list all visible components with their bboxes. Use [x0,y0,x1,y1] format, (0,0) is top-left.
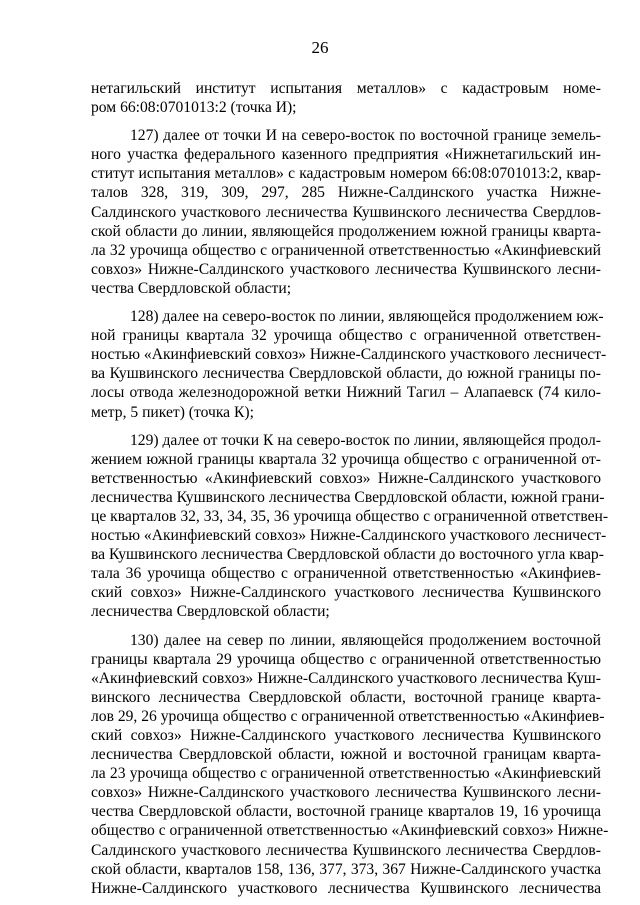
text-line: ностью «Акинфиевский совхоз» Нижне-Салдинского участкового лесничест- [91,527,607,545]
text-line: ский совхоз» Нижне-Салдинского участкового лесничества Кушвинского [91,584,601,602]
text-line: общество с ограниченной ответственностью «Акинфиевский совхоз» Нижне- [91,822,609,840]
text-line: чества Свердловской области; [91,279,292,297]
text-line: лов 29, 26 урочища общество с ограниченной ответственностью «Акинфиев- [91,707,605,725]
text-line: ностью «Акинфиевский совхоз» Нижне-Салдинского участкового лесничест- [91,346,607,364]
text-line: це кварталов 32, 33, 34, 35, 36 урочища общество с ограниченной ответствен- [91,507,609,525]
text-line: ного участка федерального казенного предприятия «Нижнетагильский ин- [91,146,601,164]
text-line: винского лесничества Свердловской области, восточной границе кварта- [91,688,601,706]
text-line: лесничества Свердловской области; [91,603,330,621]
document-body [91,79,609,898]
text-line: ской области до линии, являющейся продолжением южной границы кварта- [91,222,601,240]
text-line: ва Кушвинского лесничества Свердловской области, до южной границы по- [91,365,601,383]
text-line: тала 36 урочища общество с ограниченной ответственностью «Акинфиев- [91,565,601,583]
text-line: ной границы квартала 32 урочища общество с ограниченной ответствен- [91,327,601,345]
text-line: 128) далее на северо-восток по линии, являющейся продолжением юж- [130,308,604,326]
text-line: ститут испытания металлов» с кадастровым номером 66:08:0701013:2, квар- [91,165,601,183]
paragraph-130 [91,631,609,898]
paragraph-continuation [91,79,601,117]
text-line: чества Свердловской области, восточной границе кварталов 19, 16 урочища [91,803,601,821]
text-line: 129) далее от точки К на северо-восток по линии, являющейся продол- [130,431,601,449]
text-line: нетагильский институт испытания металлов» с кадастровым номе- [91,80,601,97]
text-line: Салдинского участкового лесничества Кушвинского лесничества Свердлов- [91,203,601,221]
text-line: ской области, кварталов 158, 136, 377, 373, 367 Нижне-Салдинского участка [91,860,601,878]
text-line: метр, 5 пикет) (точка К); [91,403,254,421]
text-line: жением южной границы квартала 32 урочища общество с ограниченной от- [91,450,601,468]
text-line: ский совхоз» Нижне-Салдинского участкового лесничества Кушвинского [91,727,601,744]
text-line: ла 23 урочища общество с ограниченной ответственностью «Акинфиевский [91,765,601,783]
page-number: 26 [311,38,329,57]
text-line: 130) далее на север по линии, являющейся продолжением восточной [130,631,601,649]
text-line: совхоз» Нижне-Салдинского участкового лесничества Кушвинского лесни- [91,784,601,802]
text-line: ва Кушвинского лесничества Свердловской области до восточного угла квар- [91,546,604,564]
text-line: лесничества Свердловской области, южной и восточной границам кварта- [91,746,601,764]
text-line: лосы отвода железнодорожной ветки Нижний Тагил – Алапаевск (74 кило- [91,384,601,402]
text-line: «Акинфиевский совхоз» Нижне-Салдинского участкового лесничества Куш- [91,669,601,687]
paragraph-129 [91,431,609,622]
text-line: границы квартала 29 урочища общество с ограниченной ответственностью [91,650,601,668]
text-line: 127) далее от точки И на северо-восток по восточной границе земель- [130,127,601,145]
text-line: ла 32 урочища общество с ограниченной ответственностью «Акинфиевский [91,241,601,259]
paragraph-128 [91,307,607,422]
text-line: Салдинского участкового лесничества Кушвинского лесничества Свердлов- [91,841,601,859]
text-line: лесничества Кушвинского лесничества Свердловской области, южной грани- [91,488,605,506]
text-line: Нижне-Салдинского участкового лесничества Кушвинского лесничества [91,879,601,897]
text-line: талов 328, 319, 309, 297, 285 Нижне-Салдинского участка Нижне- [91,184,601,202]
paragraph-127 [91,126,601,298]
text-line: ром 66:08:0701013:2 (точка И); [91,99,297,117]
text-line: ветственностью «Акинфиевский совхоз» Нижне-Салдинского участкового [91,469,601,487]
text-line: совхоз» Нижне-Салдинского участкового лесничества Кушвинского лесни- [91,260,601,278]
